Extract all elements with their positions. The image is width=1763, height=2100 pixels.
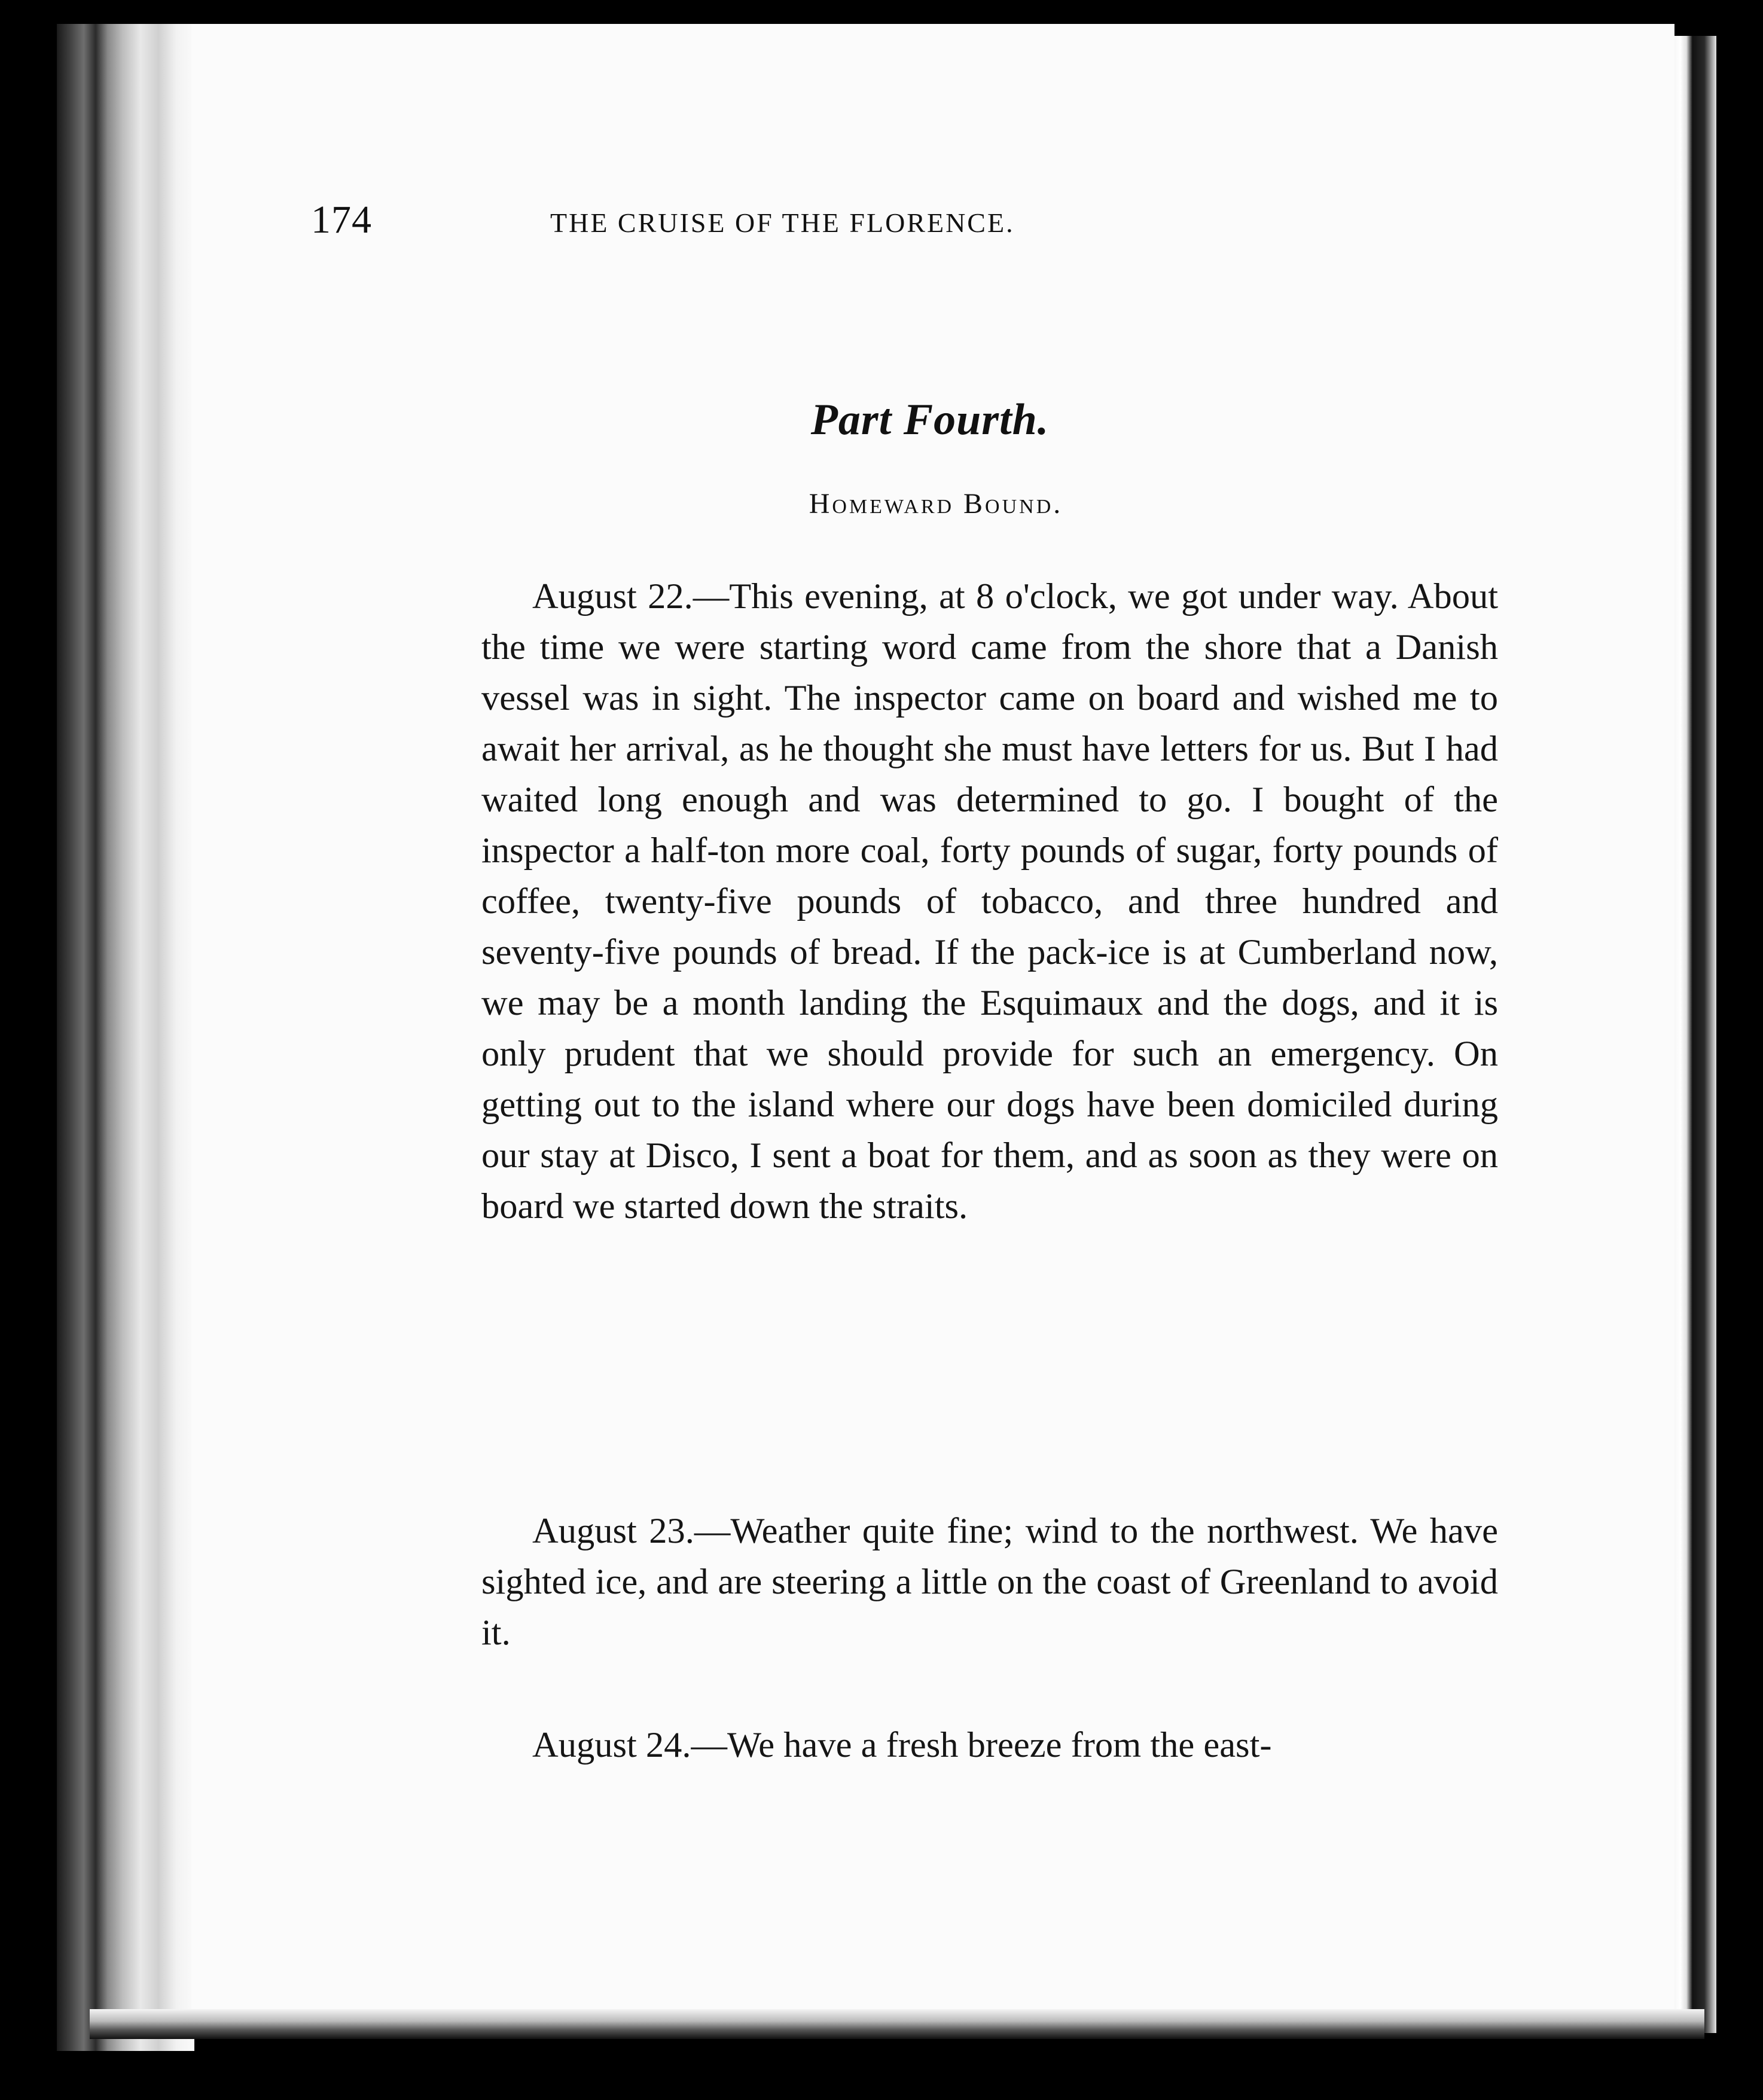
entry-text: —We have a fresh breeze from the east- [691, 1725, 1272, 1765]
entry-text: —Weather quite fine; wind to the northwest. We have sighted ice, and are steering a little on the coast of Greenland to avoid it. [481, 1511, 1498, 1653]
section-title: Homeward Bound. [809, 488, 1063, 520]
page-bottom-edge [90, 2009, 1704, 2039]
journal-entry [481, 1506, 1498, 1658]
entry-text: —This evening, at 8 o'clock, we got under way. About the time we were starting word came from the shore that a Danish vessel was in sight. The inspector came on board and wished me to await her arrival, as he thought she must have letters for us. But I had waited long enough and was determined to go. I bought of the inspector a half-ton more coal, forty pounds of sugar, forty pounds of coffee, twenty-five pounds of tobacco, and three hundred and seventy-five pounds of bread. If the pack-ice is at Cumberland now, we may be a month landing the Esquimaux and the dogs, and it is only prudent that we should provide for such an emergency. On getting out to the island where our dogs have been domiciled during our stay at Disco, I sent a boat for them, and as soon as they were on board we started down the straits. [481, 576, 1499, 1226]
running-head: THE CRUISE OF THE FLORENCE. [550, 207, 1015, 238]
journal-entry [481, 571, 1498, 1232]
journal-entry [481, 1720, 1498, 1771]
adjacent-page-edge [1674, 36, 1716, 2033]
book-binding-edge [57, 24, 194, 2051]
part-title: Part Fourth. [810, 395, 1050, 444]
entry-date: August 24. [532, 1725, 691, 1765]
page-header [311, 197, 1292, 269]
entry-date: August 23. [532, 1511, 694, 1551]
page-number: 174 [311, 198, 372, 242]
entry-date: August 22. [532, 576, 693, 616]
